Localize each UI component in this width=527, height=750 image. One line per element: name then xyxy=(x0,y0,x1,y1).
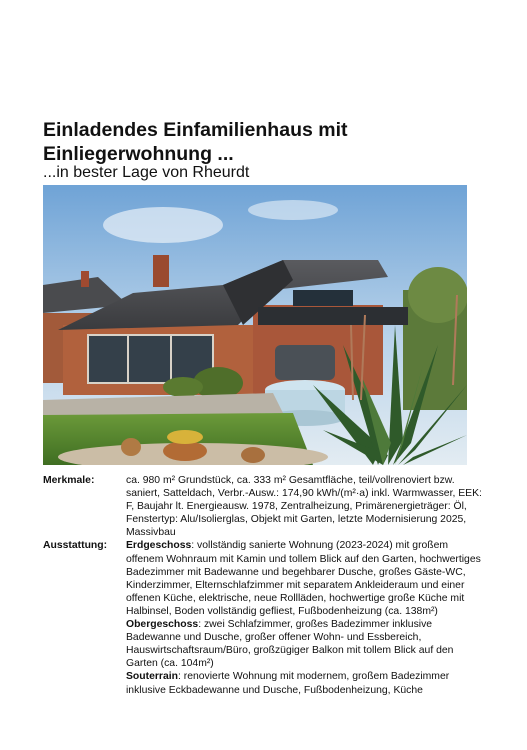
page-title xyxy=(43,118,483,166)
obergeschoss-paragraph xyxy=(126,618,483,670)
erdgeschoss-text: : vollständig sanierte Wohnung (2023-2024) mit großem offenem Wohnraum mit Kamin und tollem Blick auf den Garten, hochwertiges Badezimmer mit Badewanne und begehbarer Dusche, großes Gäste-WC, Kinderzimmer, Elternschlafzimmer mit separatem Ankleideraum und einer offenen Küche, elektrische, neue Rollläden, hochwertige große Küche mit Halbinsel, Boden vollständig gefliest, Fußbodenheizung (ca. 138m²) xyxy=(126,540,481,617)
erdgeschoss-paragraph xyxy=(126,539,483,618)
souterrain-heading: Souterrain xyxy=(126,671,178,683)
ausstattung-label: Ausstattung: xyxy=(43,540,108,552)
souterrain-text: : renovierte Wohnung mit modernem, großem Badezimmer inklusive Eckbadewanne und Dusche, Fußbodenheizung, Küche xyxy=(126,671,450,696)
property-details xyxy=(43,474,483,697)
obergeschoss-heading: Obergeschoss xyxy=(126,619,199,631)
ausstattung-text xyxy=(126,539,483,696)
house-photo xyxy=(43,185,467,465)
merkmale-text: ca. 980 m² Grundstück, ca. 333 m² Gesamtfläche, teil/vollrenoviert bzw. saniert, Satteldach, Verbr.-Ausw.: 174,90 kWh/(m²·a) inkl. Warmwasser, EEK: F, Baujahr lt. Energieausw. 1978, Zentralheizung, Primärenergieträger: Öl, Fenstertyp: Alu/Isolierglas, Objekt mit Garten, letzte Modernisierung 2025, Massivbau xyxy=(126,475,482,539)
obergeschoss-text: : zwei Schlafzimmer, großes Badezimmer inklusive Badewanne und Dusche, großer offener Wohn- und Essbereich, Hauswirtschaftsraum/Büro, großzügiger Balkon mit tollem Blick auf den Garten (ca. 104m²) xyxy=(126,619,454,670)
erdgeschoss-heading: Erdgeschoss xyxy=(126,540,192,552)
ausstattung-row xyxy=(43,539,483,696)
title-line-2: Einliegerwohnung ... xyxy=(43,143,234,165)
souterrain-paragraph xyxy=(126,670,483,696)
merkmale-row xyxy=(43,474,483,539)
page-subtitle: ...in bester Lage von Rheurdt xyxy=(43,164,250,181)
merkmale-label: Merkmale: xyxy=(43,475,95,486)
title-line-1: Einladendes Einfamilienhaus mit xyxy=(43,119,348,141)
